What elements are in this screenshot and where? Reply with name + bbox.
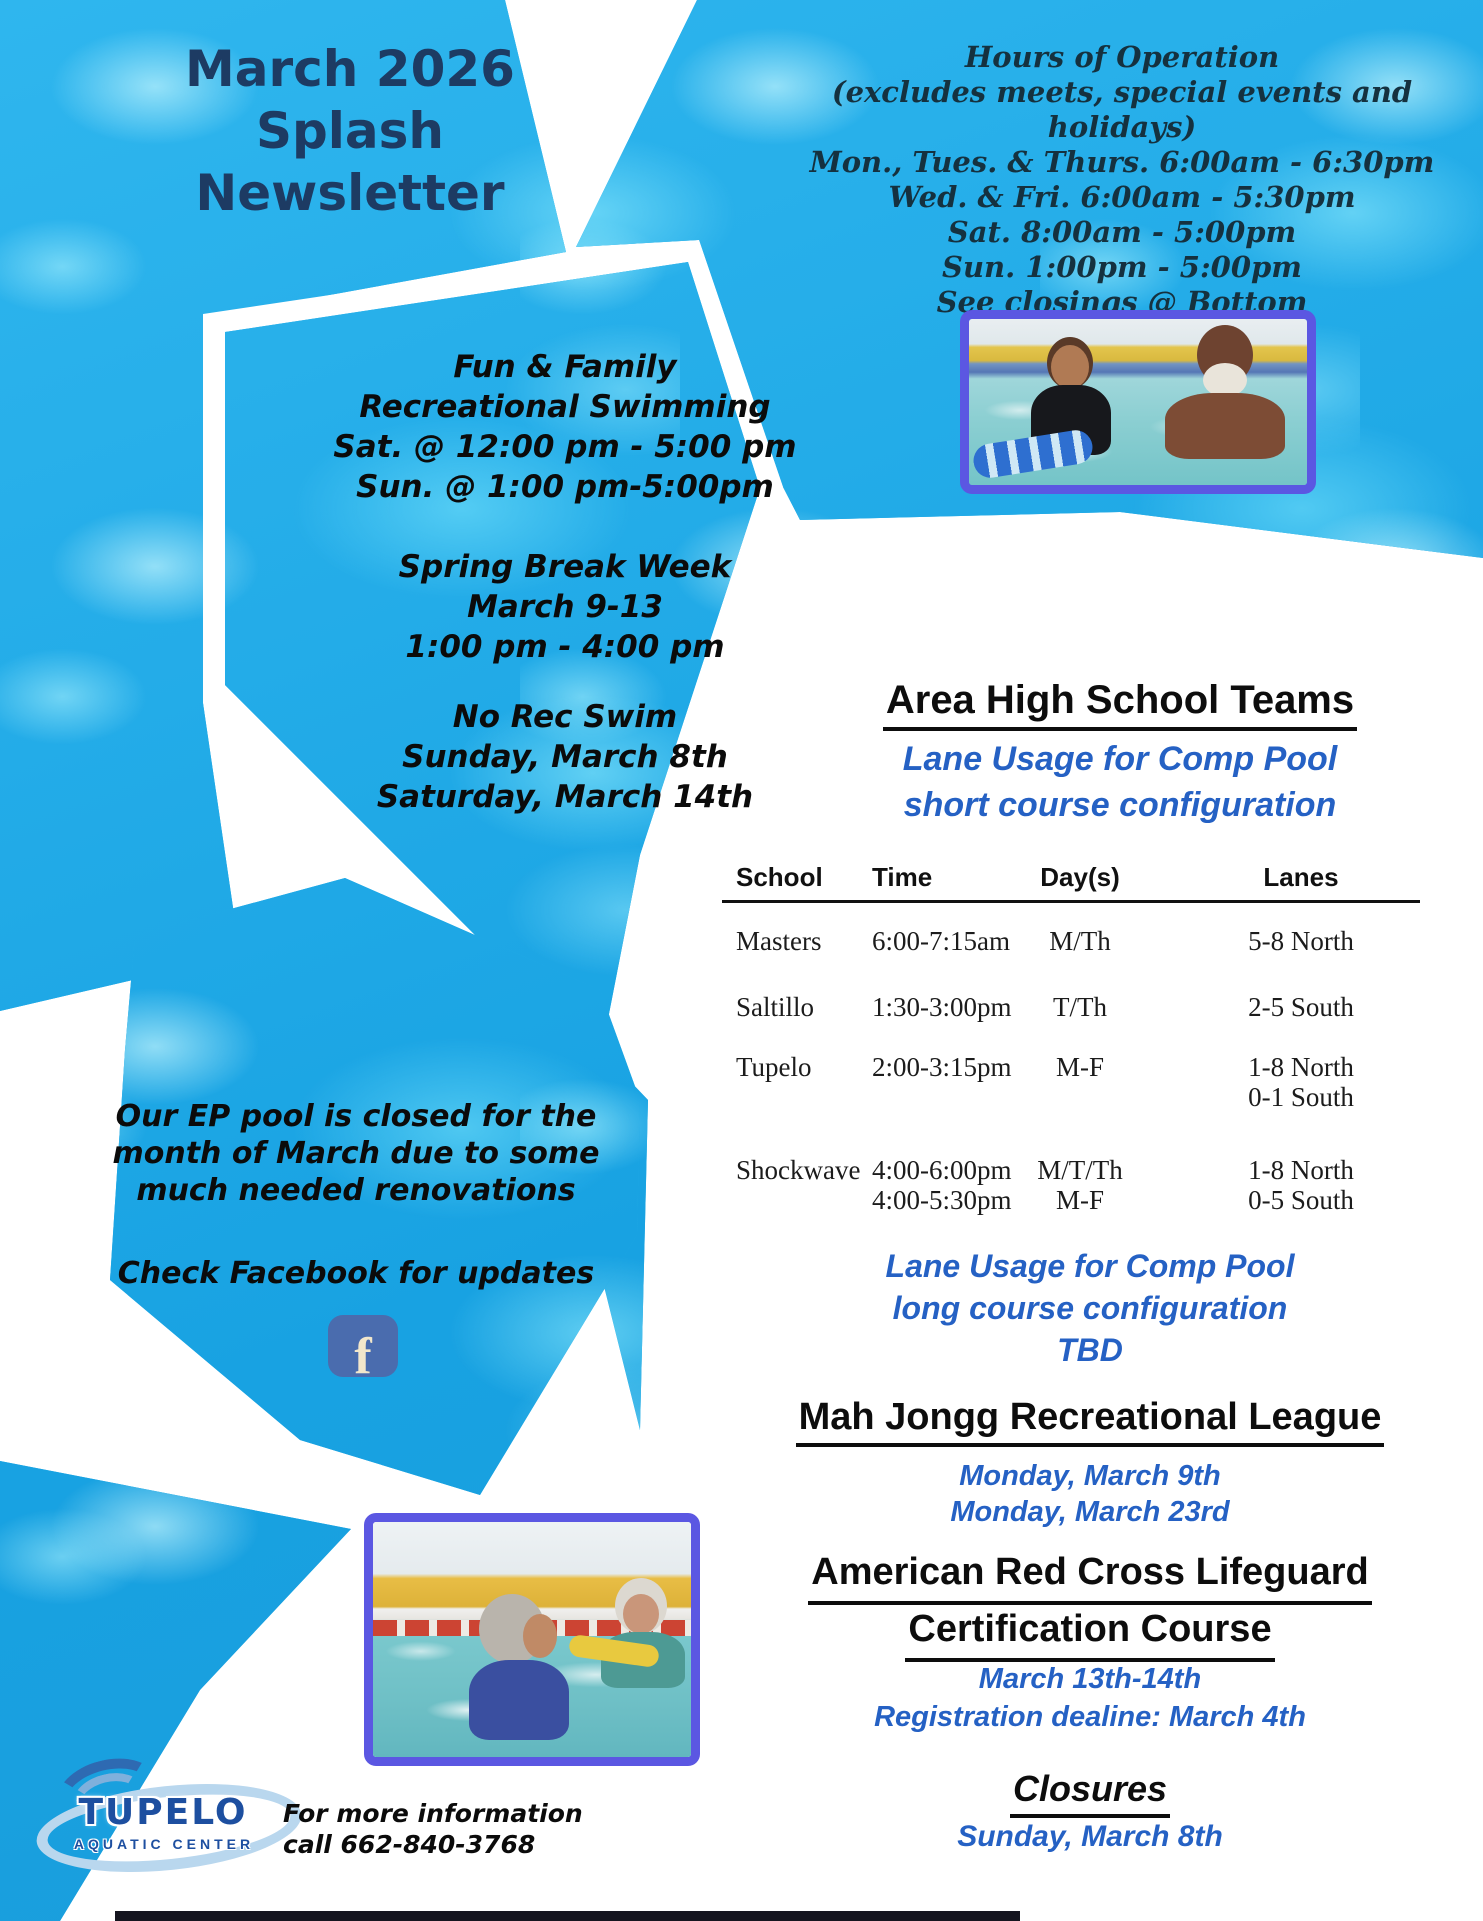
cell-days: T/Th [1053, 992, 1107, 1022]
lifeguard-dates [740, 1660, 1440, 1736]
subtitle-line: Lane Usage for Comp Pool [885, 1248, 1295, 1284]
hours-line: See closings @ Bottom [936, 285, 1308, 319]
col-header-lanes: Lanes [1263, 862, 1339, 892]
cell-school: Masters [736, 926, 822, 956]
lifeguard-heading [740, 1548, 1440, 1662]
spring-break-line: 1:00 pm - 4:00 pm [405, 629, 725, 665]
col-header-days: Day(s) [1040, 862, 1120, 892]
spring-break-line: Spring Break Week [398, 549, 732, 585]
subtitle-line: TBD [1057, 1332, 1123, 1368]
date-line: Monday, March 23rd [950, 1496, 1230, 1528]
ep-pool-line: much needed renovations [136, 1173, 576, 1208]
teams-heading [740, 678, 1483, 731]
lane-usage-table [722, 862, 1420, 1215]
title-line-1: March 2026 [185, 40, 515, 98]
cell-lanes-line: 0-5 South [1248, 1185, 1354, 1215]
contact-line: For more information [283, 1799, 583, 1828]
mah-jongg-heading [740, 1396, 1440, 1447]
cell-time: 2:00-3:15pm [872, 1052, 1012, 1082]
adults-water-therapy-pool-photo [960, 310, 1316, 494]
hours-line: Mon., Tues. & Thurs. 6:00am - 6:30pm [809, 145, 1435, 179]
teams-heading-text: Area High School Teams [883, 678, 1357, 731]
date-line: Monday, March 9th [959, 1460, 1221, 1492]
logo-subname: AQUATIC CENTER [73, 1836, 255, 1852]
teams-subtitle-long [740, 1245, 1440, 1371]
hours-line: (excludes meets, special events and holidays) [831, 75, 1413, 144]
cell-days: M/Th [1049, 926, 1111, 956]
cell-lanes-line: 0-1 South [1248, 1082, 1354, 1112]
cell-school: Tupelo [736, 1052, 812, 1082]
subtitle-line: long course configuration [892, 1290, 1288, 1326]
col-header-school: School [736, 862, 823, 892]
lifeguard-heading-text: Certification Course [905, 1605, 1274, 1662]
photo-figure-face [623, 1594, 659, 1634]
hours-line: Wed. & Fri. 6:00am - 5:30pm [888, 180, 1356, 214]
tupelo-aquatic-center-logo [38, 1756, 290, 1868]
lifeguard-heading-line [740, 1605, 1440, 1662]
cell-school: Shockwave [736, 1155, 861, 1185]
date-line: Sunday, March 8th [957, 1820, 1223, 1853]
photo-figure-face [523, 1614, 557, 1658]
table-row [722, 1052, 1420, 1112]
rec-swim-block [265, 347, 865, 507]
logo-name: TUPELO [78, 1792, 248, 1833]
table-header-row [722, 862, 1420, 903]
page-title [100, 38, 600, 224]
cell-time-line: 4:00-5:30pm [872, 1185, 1012, 1215]
table-row [722, 1155, 1420, 1215]
date-line: March 13th-14th [978, 1663, 1202, 1695]
closures-heading [740, 1768, 1440, 1818]
subtitle-line: Lane Usage for Comp Pool [902, 740, 1338, 778]
photo-figure-swimsuit [469, 1660, 569, 1740]
hours-of-operation [760, 40, 1483, 320]
ep-pool-line: month of March due to some [112, 1136, 600, 1171]
rec-swim-line: Recreational Swimming [359, 389, 771, 425]
title-line-2: Splash Newsletter [195, 102, 505, 222]
hours-line: Sat. 8:00am - 5:00pm [947, 215, 1297, 249]
cell-time [860, 1155, 1018, 1215]
table-row [722, 992, 1420, 1022]
cell-time: 1:30-3:00pm [872, 992, 1012, 1022]
cell-lanes-line: 1-8 North [1248, 1052, 1354, 1082]
photo-figure-torso [1165, 393, 1285, 459]
cell-days: M-F [1055, 1052, 1104, 1082]
cell-lanes-line: 1-8 North [1248, 1155, 1354, 1185]
photo-figure-face [1051, 345, 1089, 389]
lifeguard-heading-line [740, 1548, 1440, 1605]
subtitle-line: short course configuration [903, 786, 1337, 824]
lifeguard-heading-text: American Red Cross Lifeguard [808, 1548, 1371, 1605]
date-line: Registration dealine: March 4th [874, 1701, 1306, 1733]
no-rec-swim-line: Sunday, March 8th [402, 739, 728, 775]
rec-swim-line: Fun & Family [453, 349, 677, 385]
mah-jongg-heading-text: Mah Jongg Recreational League [796, 1396, 1385, 1447]
spring-break-block [265, 547, 865, 667]
no-rec-swim-line: No Rec Swim [452, 699, 678, 735]
cell-time-line: 4:00-6:00pm [872, 1155, 1012, 1185]
cell-lanes [1142, 1155, 1420, 1215]
cell-days-line: M/T/Th [1037, 1155, 1123, 1185]
spring-break-line: March 9-13 [467, 589, 663, 625]
facebook-note [100, 1255, 612, 1292]
cell-school: Saltillo [736, 992, 815, 1022]
closures-heading-text: Closures [1010, 1768, 1170, 1818]
col-header-time: Time [872, 862, 933, 892]
ep-pool-line: Our EP pool is closed for the [115, 1099, 597, 1134]
facebook-f-glyph: f [354, 1328, 372, 1385]
table-row [722, 926, 1420, 956]
cell-time: 6:00-7:15am [872, 926, 1010, 956]
rec-swim-line: Sun. @ 1:00 pm-5:00pm [356, 469, 774, 505]
contact-info [283, 1798, 603, 1860]
closures-dates [740, 1820, 1440, 1854]
rec-swim-line: Sat. @ 12:00 pm - 5:00 pm [333, 429, 797, 465]
cell-lanes: 2-5 South [1248, 992, 1354, 1022]
photo-figure-beard [1203, 363, 1247, 397]
facebook-icon [328, 1315, 398, 1385]
hours-line: Sun. 1:00pm - 5:00pm [942, 250, 1302, 284]
contact-line: call 662-840-3768 [283, 1830, 536, 1859]
cell-days-line: M-F [1055, 1185, 1104, 1215]
teams-subtitle-short [740, 736, 1483, 828]
cell-lanes [1142, 1052, 1420, 1112]
facebook-note-text: Check Facebook for updates [117, 1256, 595, 1291]
hours-line: Hours of Operation [964, 40, 1280, 74]
cell-days [1018, 1155, 1142, 1215]
seniors-recreational-swim-photo [364, 1513, 700, 1766]
bottom-bar [115, 1911, 1020, 1921]
no-rec-swim-line: Saturday, March 14th [376, 779, 754, 815]
cell-lanes: 5-8 North [1248, 926, 1354, 956]
ep-pool-notice [100, 1098, 612, 1209]
mah-jongg-dates [740, 1458, 1440, 1530]
